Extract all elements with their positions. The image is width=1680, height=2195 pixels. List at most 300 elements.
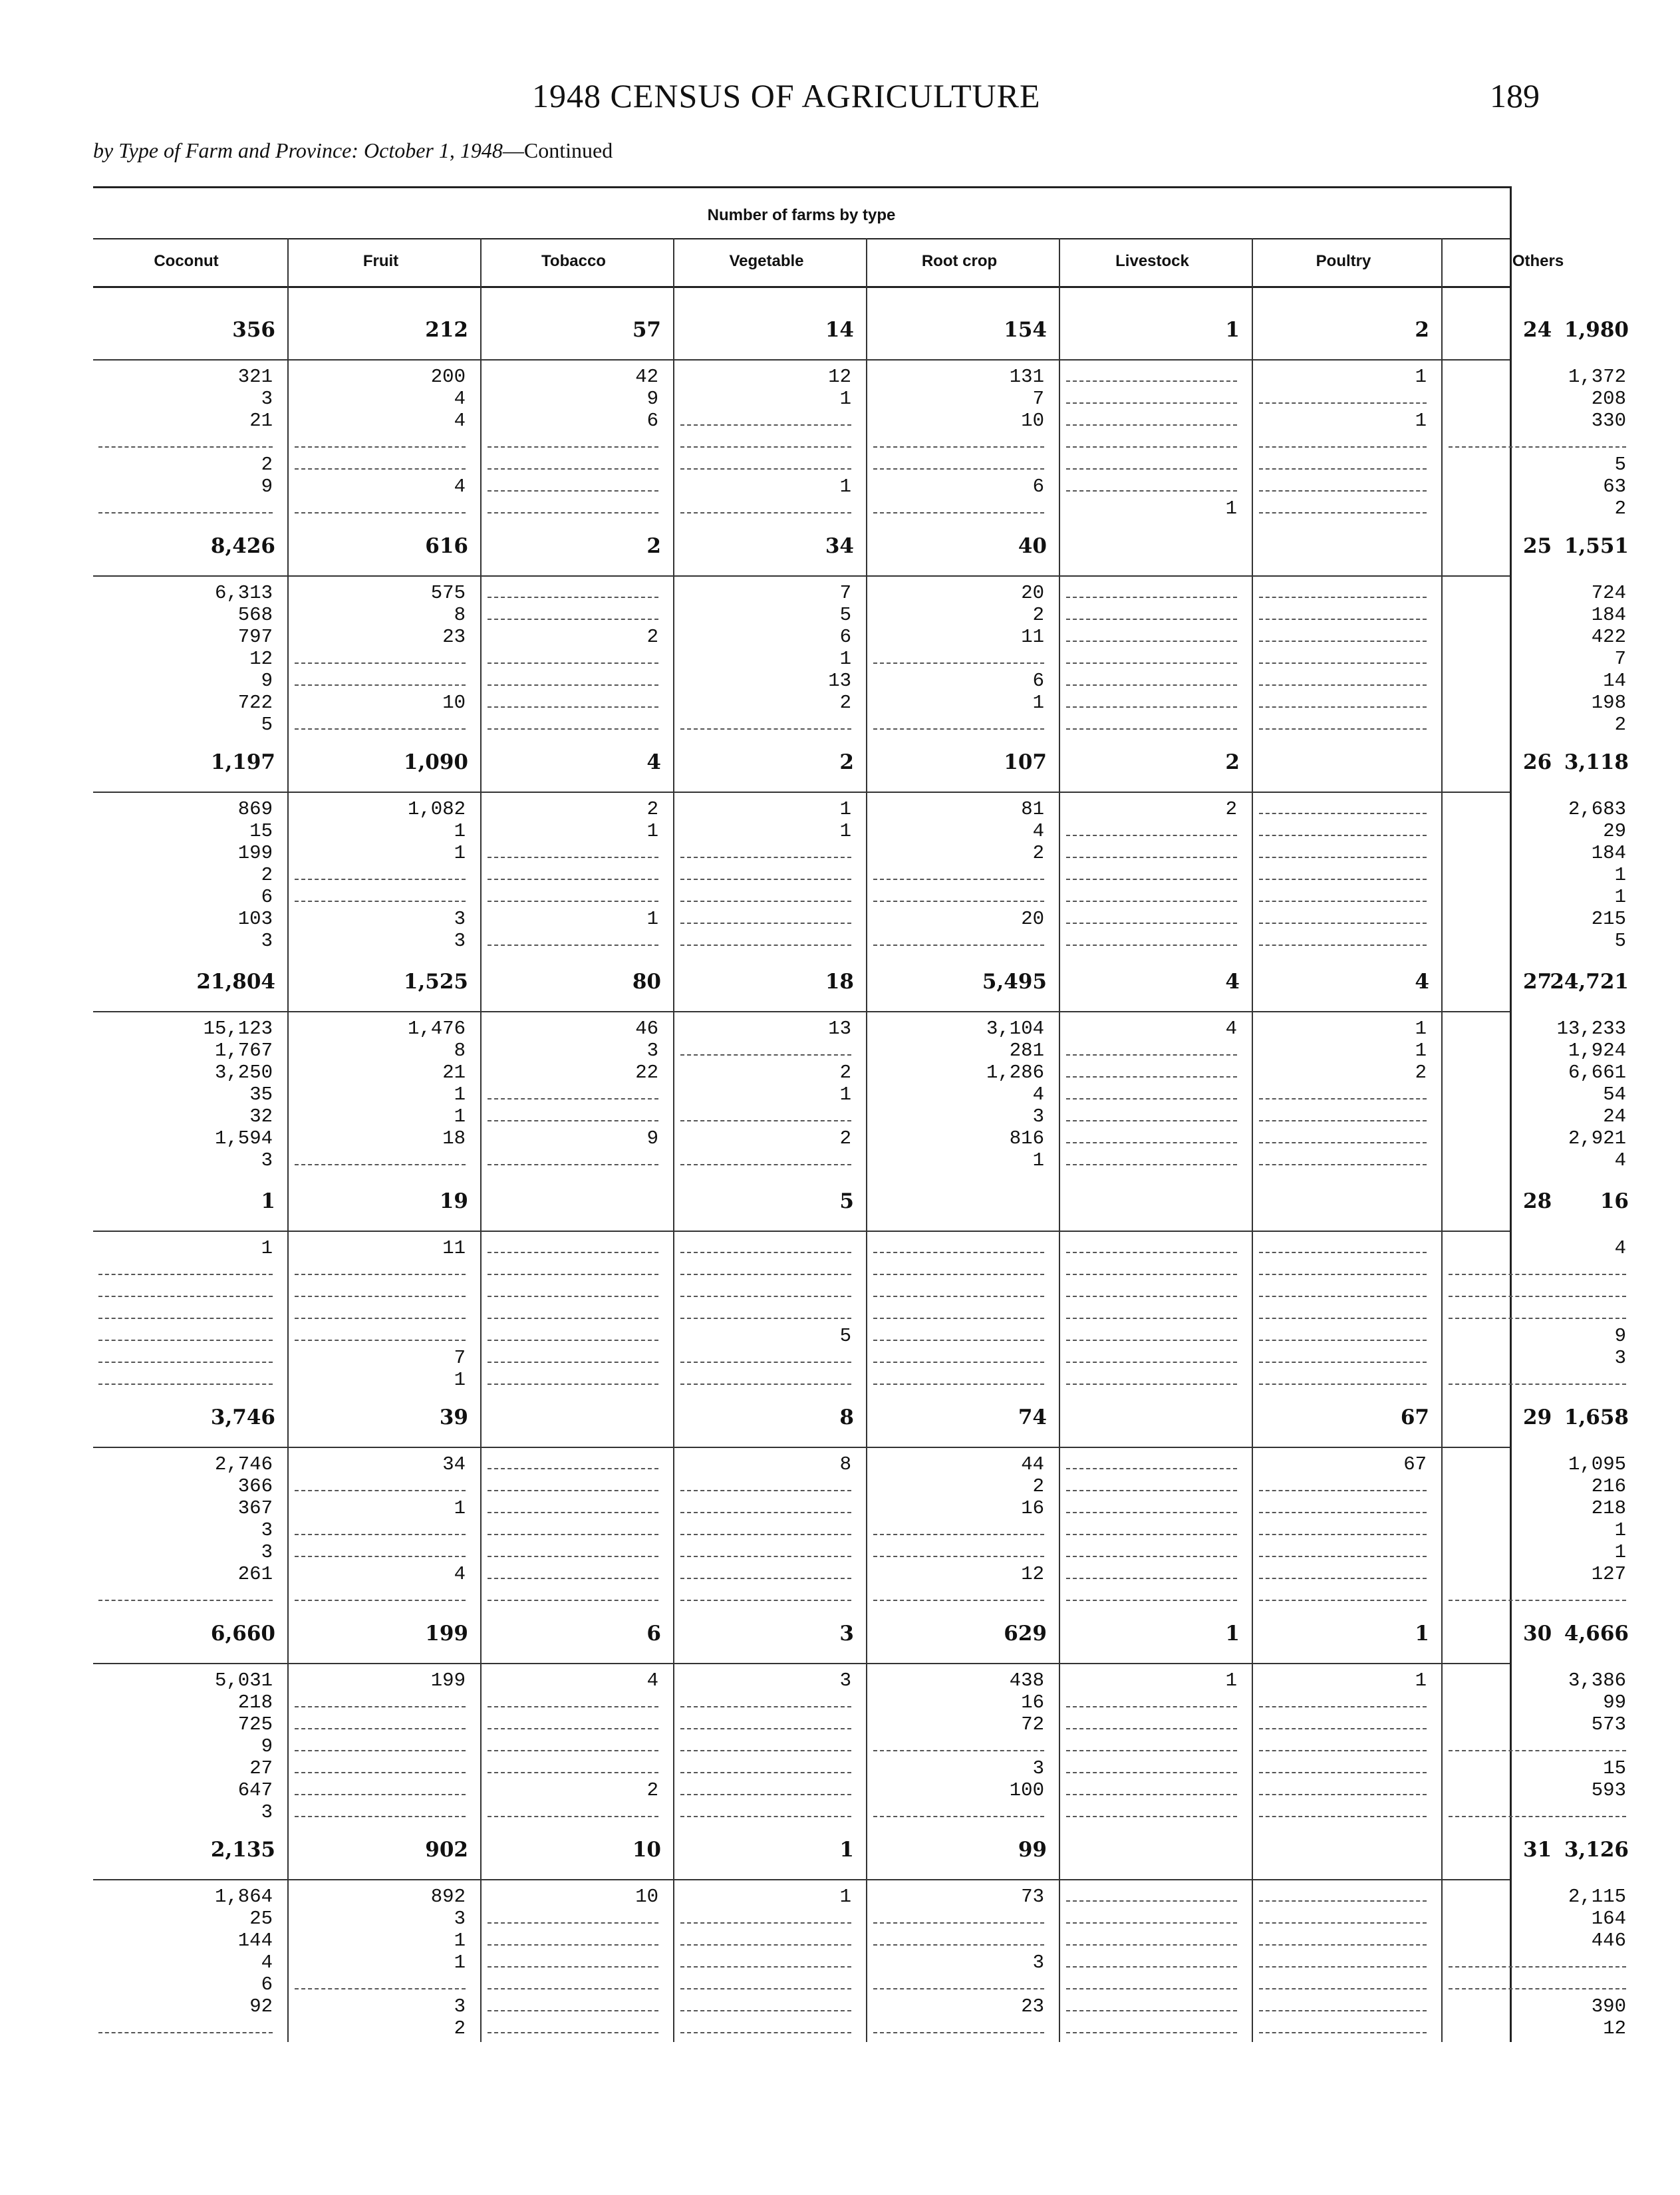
cell-poultry	[1259, 648, 1427, 664]
cell-others	[1449, 1735, 1626, 1751]
cell-poultry: 1	[1415, 1670, 1427, 1691]
cell-coconut: 366	[237, 1475, 273, 1497]
cell-root-crop	[873, 498, 1044, 513]
total-cell-root-crop: 5,495	[982, 970, 1047, 994]
cell-vegetable	[680, 1974, 851, 1989]
cell-poultry: 1	[1415, 1040, 1427, 1062]
cell-root-crop: 2	[1032, 842, 1044, 864]
cell-poultry	[1259, 1325, 1427, 1341]
cell-root-crop: 44	[1021, 1453, 1044, 1475]
table-row	[93, 626, 1626, 648]
cell-fruit: 7	[454, 1347, 466, 1369]
total-cell-vegetable: 1	[839, 1838, 854, 1862]
cell-poultry	[1259, 1541, 1427, 1557]
cell-root-crop	[873, 1303, 1044, 1319]
cell-vegetable	[680, 1347, 851, 1363]
cell-coconut: 367	[237, 1497, 273, 1519]
cell-tobacco	[488, 1519, 658, 1535]
cell-vegetable	[680, 864, 851, 880]
cell-fruit	[295, 1779, 466, 1795]
cell-livestock	[1066, 1062, 1237, 1078]
cell-coconut: 321	[237, 366, 273, 388]
cell-coconut: 3	[261, 1149, 273, 1171]
cell-coconut	[98, 1303, 273, 1319]
cell-vegetable	[680, 714, 851, 730]
cell-others: 7	[1614, 648, 1626, 670]
cell-tobacco	[488, 1995, 658, 2011]
cell-coconut	[98, 1369, 273, 1385]
cell-fruit: 18	[442, 1127, 466, 1149]
cell-coconut: 2	[261, 454, 273, 476]
cell-livestock	[1066, 1259, 1237, 1275]
cell-livestock	[1066, 864, 1237, 880]
cell-root-crop: 16	[1021, 1691, 1044, 1713]
cell-fruit: 1	[454, 842, 466, 864]
cell-fruit: 8	[454, 1040, 466, 1062]
cell-root-crop: 3	[1032, 1952, 1044, 1974]
cell-tobacco	[488, 714, 658, 730]
cell-tobacco: 2	[646, 798, 658, 820]
cell-fruit: 1	[454, 1369, 466, 1391]
cell-livestock	[1066, 410, 1237, 426]
total-cell-fruit: 616	[425, 534, 468, 558]
cell-others: 208	[1591, 388, 1626, 410]
cell-tobacco	[488, 1325, 658, 1341]
cell-coconut: 6	[261, 886, 273, 908]
cell-poultry	[1259, 454, 1427, 470]
cell-tobacco: 22	[635, 1062, 658, 1084]
cell-tobacco	[488, 692, 658, 708]
cell-vegetable	[680, 2017, 851, 2033]
table-row	[93, 1084, 1626, 1105]
cell-root-crop	[873, 864, 1044, 880]
cell-root-crop	[873, 930, 1044, 946]
cell-coconut	[98, 1259, 273, 1275]
cell-fruit	[295, 1801, 466, 1817]
cell-root-crop: 131	[1009, 366, 1044, 388]
cell-fruit: 892	[430, 1886, 466, 1908]
table-row	[93, 842, 1626, 864]
column-header-livestock: Livestock	[1115, 252, 1189, 270]
table-row	[93, 1105, 1626, 1127]
cell-livestock	[1066, 1127, 1237, 1143]
cell-coconut: 103	[237, 908, 273, 930]
cell-root-crop: 7	[1032, 388, 1044, 410]
cell-livestock	[1066, 1713, 1237, 1729]
total-cell-coconut: 1,197	[210, 750, 275, 774]
cell-vegetable: 1	[839, 388, 851, 410]
cell-vegetable	[680, 1952, 851, 1968]
cell-tobacco	[488, 670, 658, 686]
cell-livestock	[1066, 908, 1237, 924]
cell-vegetable: 1	[839, 798, 851, 820]
table-row	[93, 1325, 1626, 1347]
cell-tobacco	[488, 1757, 658, 1773]
cell-coconut: 3	[261, 1541, 273, 1563]
table-row	[93, 692, 1626, 714]
total-cell-vegetable: 3	[839, 1622, 854, 1646]
cell-livestock	[1066, 692, 1237, 708]
cell-root-crop: 12	[1021, 1563, 1044, 1585]
table-row	[93, 1779, 1626, 1801]
cell-others: 1,372	[1568, 366, 1626, 388]
column-header-fruit: Fruit	[362, 252, 399, 270]
cell-coconut: 9	[261, 476, 273, 498]
table-row	[93, 476, 1626, 498]
cell-livestock	[1066, 1149, 1237, 1165]
total-cell-root-crop: 154	[1004, 318, 1047, 342]
cell-root-crop	[873, 1237, 1044, 1253]
cell-root-crop: 20	[1021, 908, 1044, 930]
table-row	[93, 1563, 1626, 1585]
total-cell-tobacco: 57	[632, 318, 661, 342]
cell-coconut: 4	[261, 1952, 273, 1974]
cell-vegetable: 8	[839, 1453, 851, 1475]
cell-others: 63	[1603, 476, 1626, 498]
cell-root-crop	[873, 2017, 1044, 2033]
cell-vegetable	[680, 886, 851, 902]
cell-livestock	[1066, 1757, 1237, 1773]
cell-tobacco	[488, 1563, 658, 1579]
cell-livestock	[1066, 1585, 1237, 1601]
total-cell-fruit: 212	[425, 318, 468, 342]
cell-others: 2	[1614, 714, 1626, 736]
total-cell-root-crop: 99	[1018, 1838, 1047, 1862]
table-row	[93, 798, 1626, 820]
cell-tobacco	[488, 864, 658, 880]
cell-poultry	[1259, 1127, 1427, 1143]
cell-tobacco	[488, 1303, 658, 1319]
cell-coconut: 12	[249, 648, 273, 670]
cell-fruit: 200	[430, 366, 466, 388]
table-row	[93, 1062, 1626, 1084]
total-cell-tobacco: 10	[632, 1838, 661, 1862]
cell-poultry	[1259, 1519, 1427, 1535]
total-cell-fruit: 39	[439, 1405, 468, 1429]
cell-poultry	[1259, 714, 1427, 730]
cell-vegetable	[680, 842, 851, 858]
cell-tobacco	[488, 432, 658, 448]
cell-coconut	[98, 1281, 273, 1297]
cell-fruit: 4	[454, 410, 466, 432]
cell-tobacco	[488, 1691, 658, 1707]
cell-poultry	[1259, 1886, 1427, 1902]
cell-others: 5	[1614, 930, 1626, 952]
cell-coconut: 1,767	[214, 1040, 273, 1062]
cell-poultry: 1	[1415, 366, 1427, 388]
cell-vegetable: 13	[828, 1018, 851, 1040]
cell-fruit	[295, 1475, 466, 1491]
cell-tobacco	[488, 1475, 658, 1491]
cell-vegetable	[680, 1757, 851, 1773]
cell-root-crop	[873, 648, 1044, 664]
total-cell-vegetable: 5	[839, 1189, 854, 1213]
cell-vegetable: 5	[839, 1325, 851, 1347]
cell-others: 390	[1591, 1995, 1626, 2017]
cell-livestock	[1066, 1497, 1237, 1513]
total-cell-livestock: 4	[1225, 970, 1240, 994]
cell-coconut: 3	[261, 930, 273, 952]
cell-others: 14	[1603, 670, 1626, 692]
cell-poultry	[1259, 1084, 1427, 1099]
cell-poultry	[1259, 2017, 1427, 2033]
cell-tobacco	[488, 498, 658, 513]
cell-poultry: 1	[1415, 1018, 1427, 1040]
total-cell-root-crop: 40	[1018, 534, 1047, 558]
cell-root-crop: 16	[1021, 1497, 1044, 1519]
cell-tobacco	[488, 454, 658, 470]
cell-coconut: 15,123	[203, 1018, 273, 1040]
cell-vegetable: 2	[839, 692, 851, 714]
table-row	[93, 1303, 1510, 1325]
cell-fruit	[295, 432, 466, 448]
cell-root-crop	[873, 1325, 1044, 1341]
cell-poultry	[1259, 1952, 1427, 1968]
table-row	[93, 1757, 1626, 1779]
cell-fruit: 1,476	[407, 1018, 466, 1040]
cell-poultry	[1259, 930, 1427, 946]
cell-others: 2,921	[1568, 1127, 1626, 1149]
cell-root-crop: 72	[1021, 1713, 1044, 1735]
cell-root-crop	[873, 1930, 1044, 1946]
cell-poultry	[1259, 670, 1427, 686]
cell-poultry	[1259, 886, 1427, 902]
cell-fruit: 3	[454, 930, 466, 952]
cell-root-crop	[873, 1585, 1044, 1601]
line-number: 30	[1523, 1622, 1552, 1646]
cell-vegetable: 3	[839, 1670, 851, 1691]
cell-coconut: 5,031	[214, 1670, 273, 1691]
cell-others: 2	[1614, 498, 1626, 519]
cell-vegetable	[680, 908, 851, 924]
cell-root-crop: 11	[1021, 626, 1044, 648]
cell-tobacco	[488, 1453, 658, 1469]
cell-root-crop: 3	[1032, 1757, 1044, 1779]
cell-others	[1449, 432, 1626, 448]
cell-livestock	[1066, 1563, 1237, 1579]
table-row	[93, 886, 1626, 908]
cell-coconut: 2,746	[214, 1453, 273, 1475]
cell-fruit	[295, 1713, 466, 1729]
cell-others: 184	[1591, 604, 1626, 626]
cell-fruit: 21	[442, 1062, 466, 1084]
cell-fruit: 10	[442, 692, 466, 714]
cell-livestock	[1066, 670, 1237, 686]
table-row	[93, 582, 1626, 604]
total-cell-vegetable: 8	[839, 1405, 854, 1429]
cell-fruit: 1	[454, 820, 466, 842]
cell-livestock	[1066, 1952, 1237, 1968]
cell-vegetable: 12	[828, 366, 851, 388]
cell-vegetable	[680, 1369, 851, 1385]
cell-tobacco	[488, 648, 658, 664]
cell-livestock	[1066, 1930, 1237, 1946]
cell-vegetable	[680, 454, 851, 470]
total-cell-root-crop: 107	[1004, 750, 1047, 774]
cell-poultry: 67	[1403, 1453, 1427, 1475]
line-number: 27	[1523, 970, 1552, 994]
cell-livestock	[1066, 626, 1237, 642]
total-cell-others: 1,551	[1564, 534, 1629, 558]
cell-tobacco: 1	[646, 908, 658, 930]
cell-vegetable	[680, 1303, 851, 1319]
cell-tobacco: 2	[646, 626, 658, 648]
cell-tobacco	[488, 1952, 658, 1968]
cell-others: 330	[1591, 410, 1626, 432]
cell-vegetable	[680, 1149, 851, 1165]
cell-tobacco	[488, 1541, 658, 1557]
table-row	[93, 498, 1626, 519]
cell-livestock	[1066, 432, 1237, 448]
cell-poultry	[1259, 432, 1427, 448]
cell-vegetable	[680, 1519, 851, 1535]
table-row	[93, 432, 1510, 454]
cell-fruit	[295, 1541, 466, 1557]
total-cell-others: 3,118	[1564, 750, 1629, 774]
cell-fruit	[295, 1757, 466, 1773]
cell-others: 198	[1591, 692, 1626, 714]
cell-tobacco	[488, 1084, 658, 1099]
table-row	[93, 820, 1626, 842]
table-row	[93, 930, 1626, 952]
column-header-coconut: Coconut	[154, 252, 219, 270]
cell-fruit: 4	[454, 476, 466, 498]
cell-coconut: 25	[249, 1908, 273, 1930]
cell-root-crop: 1	[1032, 692, 1044, 714]
cell-poultry	[1259, 908, 1427, 924]
group-header: Number of farms by type	[93, 186, 1510, 239]
cell-coconut: 21	[249, 410, 273, 432]
cell-fruit	[295, 714, 466, 730]
page-number: 189	[1490, 77, 1540, 114]
cell-others: 1,095	[1568, 1453, 1626, 1475]
cell-fruit	[295, 1974, 466, 1989]
cell-coconut: 6,313	[214, 582, 273, 604]
cell-tobacco	[488, 842, 658, 858]
table-row	[93, 1670, 1626, 1691]
cell-poultry	[1259, 626, 1427, 642]
cell-fruit	[295, 1585, 466, 1601]
cell-others: 1,924	[1568, 1040, 1626, 1062]
cell-vegetable: 1	[839, 476, 851, 498]
cell-poultry	[1259, 1974, 1427, 1989]
cell-fruit	[295, 454, 466, 470]
cell-root-crop: 1	[1032, 1149, 1044, 1171]
cell-others: 2,115	[1568, 1886, 1626, 1908]
header-rule	[93, 286, 1510, 288]
total-cell-others: 1,980	[1564, 318, 1629, 342]
table-row	[93, 1952, 1510, 1974]
cell-coconut	[98, 1325, 273, 1341]
cell-livestock	[1066, 1801, 1237, 1817]
cell-fruit: 3	[454, 908, 466, 930]
cell-tobacco: 6	[646, 410, 658, 432]
cell-vegetable	[680, 1105, 851, 1121]
cell-coconut: 3	[261, 388, 273, 410]
cell-fruit: 11	[442, 1237, 466, 1259]
cell-livestock	[1066, 582, 1237, 598]
line-number: 31	[1523, 1838, 1552, 1862]
cell-poultry	[1259, 692, 1427, 708]
cell-vegetable: 13	[828, 670, 851, 692]
cell-livestock	[1066, 1974, 1237, 1989]
total-cell-coconut: 21,804	[196, 970, 275, 994]
cell-root-crop: 4	[1032, 820, 1044, 842]
cell-poultry	[1259, 1563, 1427, 1579]
total-cell-fruit: 1,090	[403, 750, 468, 774]
cell-tobacco	[488, 1801, 658, 1817]
cell-coconut: 15	[249, 820, 273, 842]
table-row	[93, 648, 1626, 670]
cell-others	[1449, 1952, 1626, 1968]
cell-fruit: 1	[454, 1084, 466, 1105]
total-cell-fruit: 199	[425, 1622, 468, 1646]
cell-tobacco	[488, 1735, 658, 1751]
cell-vegetable: 7	[839, 582, 851, 604]
cell-livestock	[1066, 1453, 1237, 1469]
total-cell-fruit: 902	[425, 1838, 468, 1862]
province-total-row	[93, 1393, 1629, 1448]
cell-others: 164	[1591, 1908, 1626, 1930]
cell-poultry	[1259, 820, 1427, 836]
table-row	[93, 388, 1626, 410]
cell-root-crop: 1,286	[986, 1062, 1044, 1084]
cell-vegetable: 1	[839, 648, 851, 670]
table-row	[93, 1149, 1626, 1171]
cell-livestock	[1066, 604, 1237, 620]
table-row	[93, 1040, 1626, 1062]
cell-poultry	[1259, 1303, 1427, 1319]
subtitle-text: by Type of Farm and Province: October 1, 1948	[93, 138, 503, 162]
cell-others	[1449, 1303, 1626, 1319]
cell-coconut: 797	[237, 626, 273, 648]
cell-livestock	[1066, 1541, 1237, 1557]
cell-poultry	[1259, 1259, 1427, 1275]
cell-poultry: 1	[1415, 410, 1427, 432]
cell-vegetable	[680, 1541, 851, 1557]
cell-coconut	[98, 2017, 273, 2033]
cell-livestock	[1066, 930, 1237, 946]
cell-tobacco	[488, 582, 658, 598]
cell-others: 215	[1591, 908, 1626, 930]
line-number: 24	[1523, 318, 1552, 342]
cell-coconut: 869	[237, 798, 273, 820]
cell-livestock	[1066, 1303, 1237, 1319]
cell-livestock	[1066, 454, 1237, 470]
cell-fruit	[295, 1149, 466, 1165]
cell-root-crop	[873, 886, 1044, 902]
cell-vegetable: 2	[839, 1062, 851, 1084]
cell-coconut: 5	[261, 714, 273, 736]
cell-fruit	[295, 1691, 466, 1707]
cell-root-crop	[873, 1801, 1044, 1817]
total-cell-livestock: 2	[1225, 750, 1240, 774]
cell-vegetable	[680, 1585, 851, 1601]
cell-root-crop: 6	[1032, 476, 1044, 498]
table-row	[93, 1347, 1626, 1369]
cell-livestock	[1066, 1691, 1237, 1707]
cell-coconut: 6	[261, 1974, 273, 1995]
cell-livestock	[1066, 1519, 1237, 1535]
table-row	[93, 1237, 1626, 1259]
cell-vegetable	[680, 1040, 851, 1056]
cell-fruit	[295, 670, 466, 686]
cell-livestock	[1066, 1237, 1237, 1253]
table-row	[93, 1453, 1626, 1475]
table-row	[93, 1519, 1626, 1541]
table-subtitle	[93, 138, 613, 163]
total-cell-coconut: 1	[261, 1189, 275, 1213]
